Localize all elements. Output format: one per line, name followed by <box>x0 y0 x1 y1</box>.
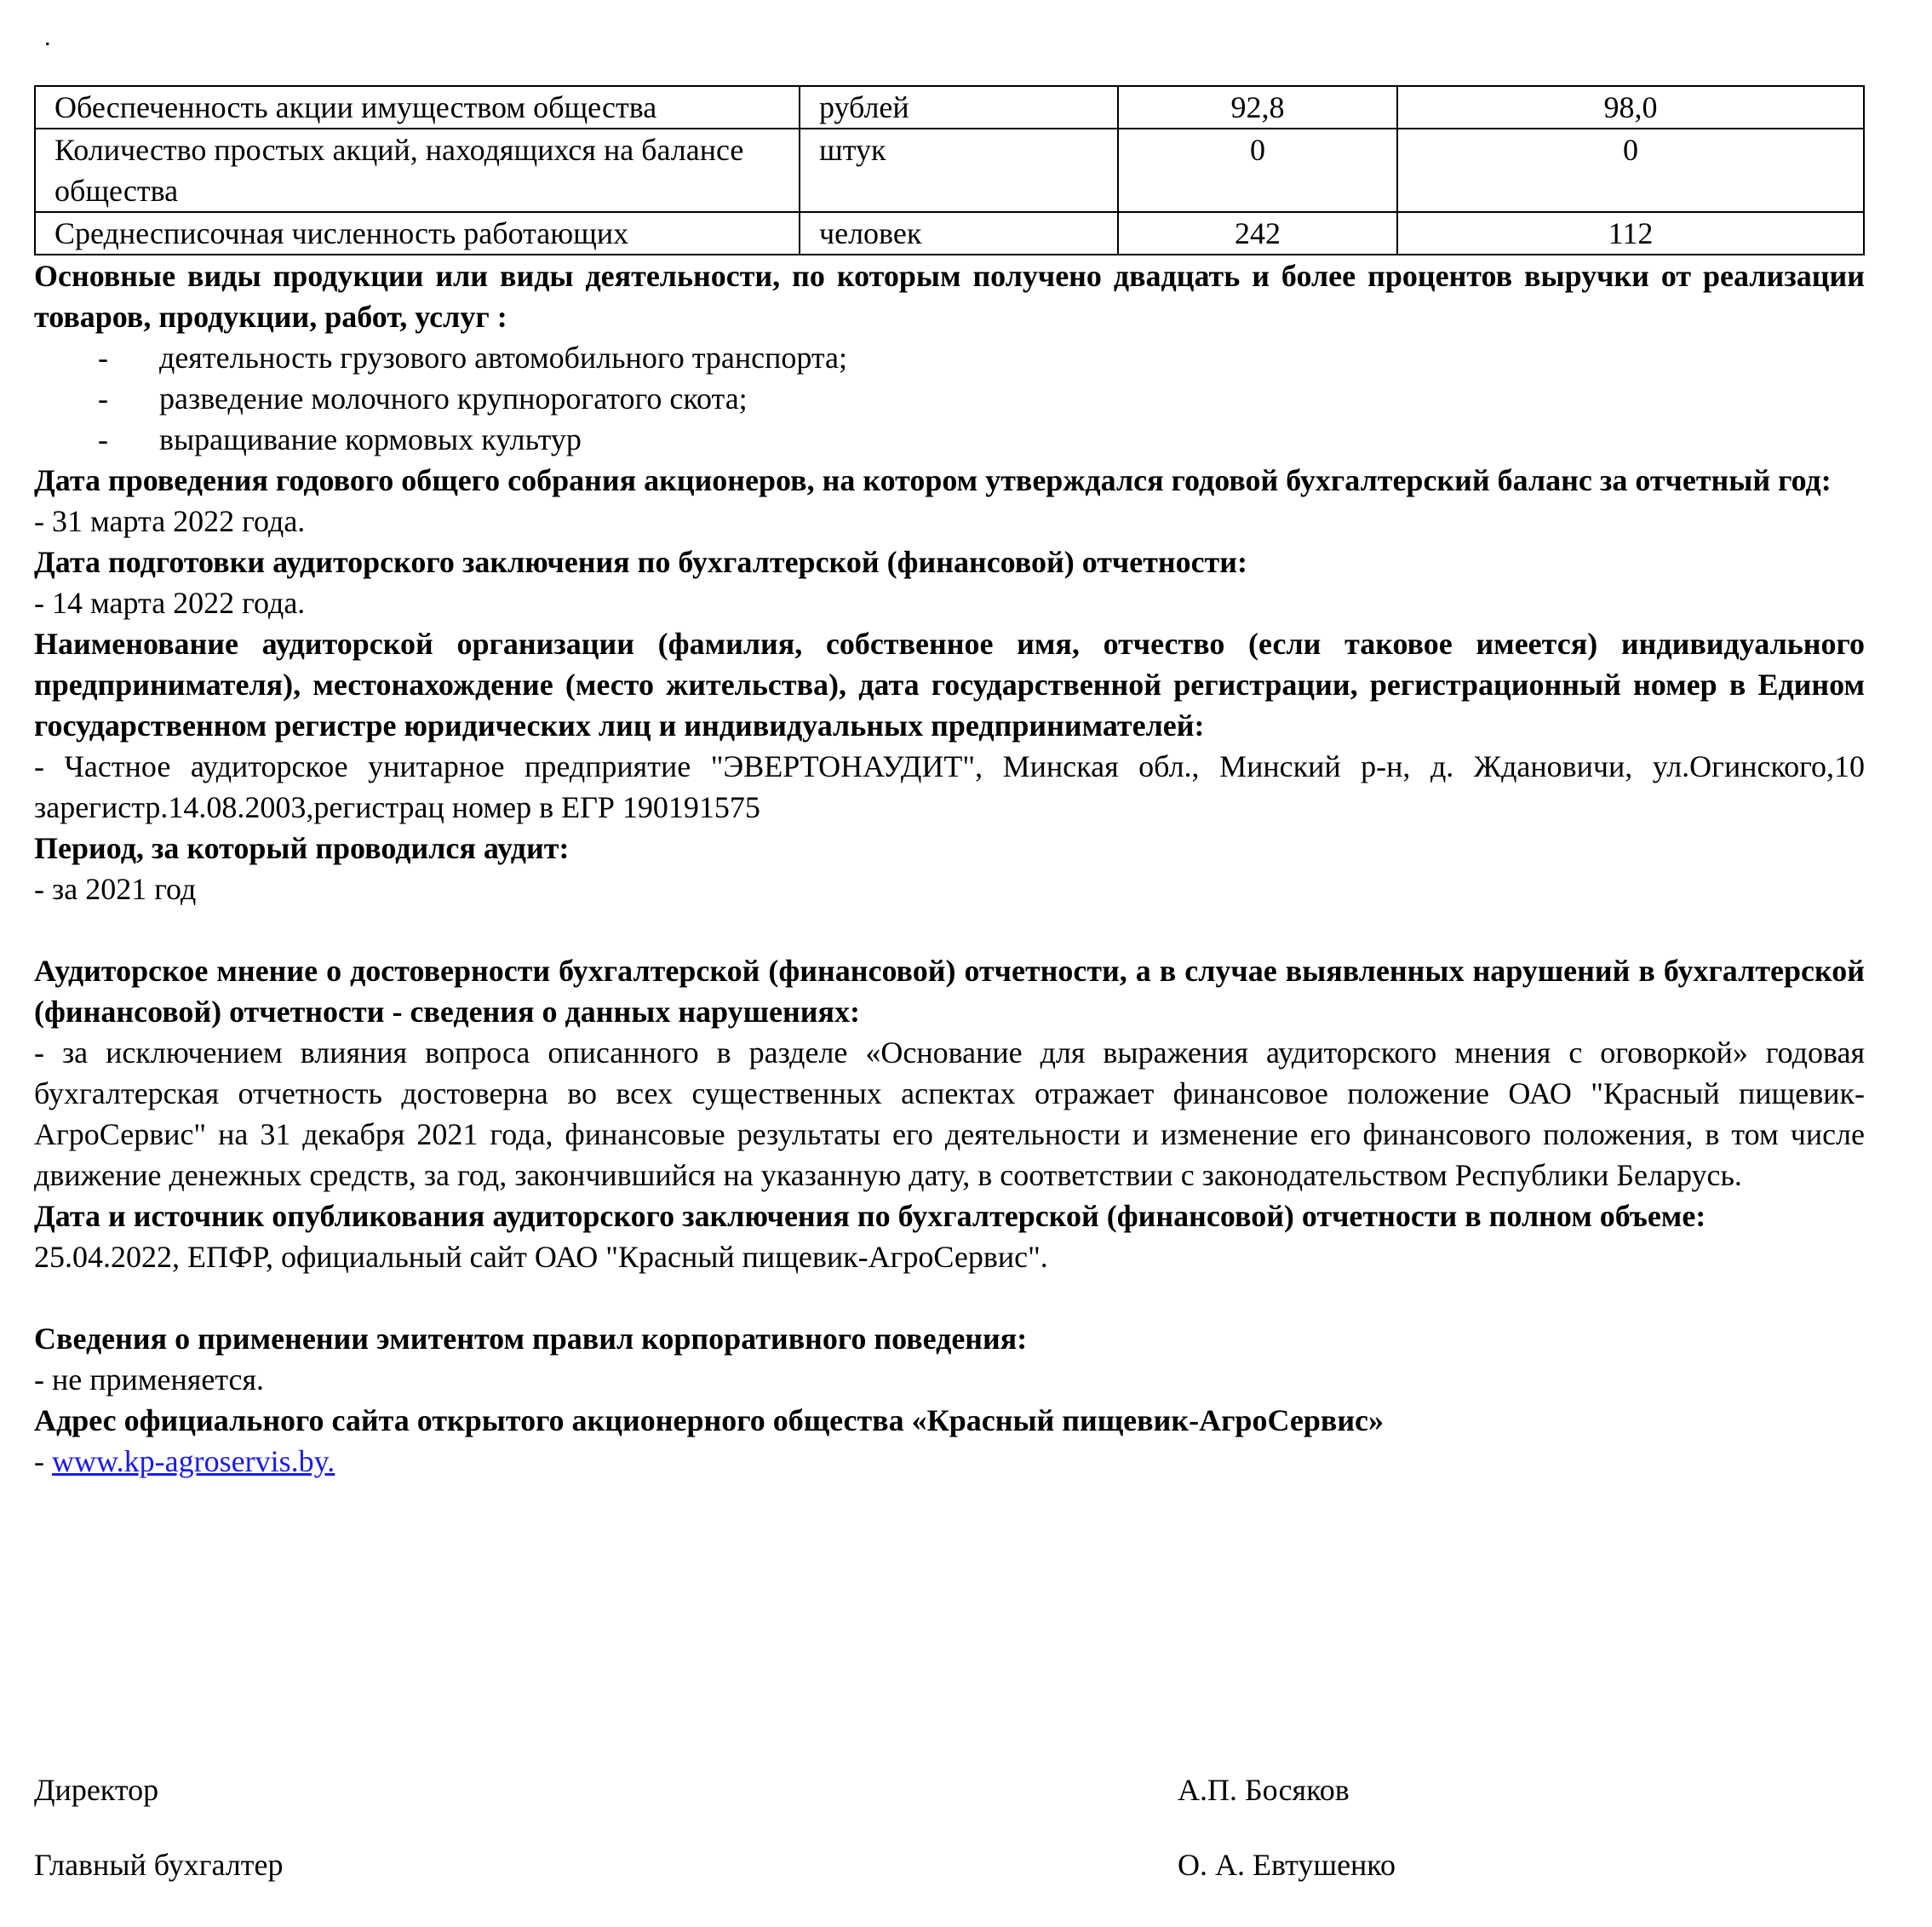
list-item <box>34 337 1865 378</box>
table-row <box>35 86 1864 129</box>
indicator-cell: Количество простых акций, находящихся на балансе общества <box>35 129 800 212</box>
activities-heading: Основные виды продукции или виды деятельности, по которым получено двадцать и более процентов выручки от реализации товаров, продукции, работ, услуг : <box>34 259 1865 334</box>
indicators-table <box>34 85 1865 255</box>
activity-text: деятельность грузового автомобильного транспорта; <box>159 341 848 375</box>
indicator-cell: Обеспеченность акции имуществом общества <box>35 86 800 129</box>
governance-value: - не применяется. <box>34 1362 265 1397</box>
website-prefix: - <box>34 1444 52 1478</box>
governance-heading: Сведения о применении эмитентом правил корпоративного поведения: <box>34 1322 1028 1356</box>
activities-list <box>34 337 1865 460</box>
activity-text: разведение молочного крупнорогатого скота; <box>159 381 748 416</box>
meeting-heading: Дата проведения годового общего собрания акционеров, на котором утверждался годовой бухгалтерский баланс за отчетный год: <box>34 463 1832 497</box>
signature-row-director <box>34 1769 1865 1810</box>
list-dash: - <box>98 381 108 416</box>
indicator-cell: Среднесписочная численность работающих <box>35 212 800 255</box>
website-line <box>34 1441 1865 1482</box>
signature-person: О. А. Евтушенко <box>1178 1848 1396 1882</box>
website-heading: Адрес официального сайта открытого акционерного общества «Красный пищевик-АгроСервис» <box>34 1403 1385 1437</box>
signature-role: Директор <box>34 1773 159 1807</box>
period-value: - за 2021 год <box>34 872 197 906</box>
top-mark: . <box>44 23 51 51</box>
period-heading: Период, за который проводился аудит: <box>34 831 570 865</box>
value-cell: 98,0 <box>1397 86 1864 129</box>
spacer <box>34 909 1865 950</box>
signature-row-accountant <box>34 1844 1865 1885</box>
table-row <box>35 212 1864 255</box>
value-cell: 0 <box>1397 129 1864 212</box>
website-link[interactable]: www.kp-agroservis.by. <box>52 1444 335 1478</box>
value-cell: 112 <box>1397 212 1864 255</box>
opinion-value: - за исключением влияния вопроса описанного в разделе «Основание для выражения аудиторского мнения с оговоркой» годовая бухгалтерская отчетность достоверна во всех существенных аспектах отражает финансовое положение ОАО "Красный пищевик-АгроСервис" на 31 декабря 2021 года, финансовые результаты его деятельности и изменение его финансового положения, в том числе движение денежных средств, за год, закончившийся на указанную дату, в соответствии с законодательством Республики Беларусь. <box>34 1035 1865 1192</box>
signature-role: Главный бухгалтер <box>34 1848 284 1882</box>
auditor-heading: Наименование аудиторской организации (фамилия, собственное имя, отчество (если таковое имеется) индивидуального предпринимателя), местонахождение (место жительства), дата государственной регистрации, регистрационный номер в Едином государственном регистре юридических лиц и индивидуальных предпринимателей: <box>34 627 1865 743</box>
audit-date-heading: Дата подготовки аудиторского заключения по бухгалтерской (финансовой) отчетности: <box>34 545 1248 579</box>
list-dash: - <box>98 422 108 456</box>
meeting-value: - 31 марта 2022 года. <box>34 504 306 538</box>
list-item <box>34 419 1865 460</box>
auditor-value: - Частное аудиторское унитарное предприятие "ЭВЕРТОНАУДИТ", Минская обл., Минский р-н, д. Ждановичи, ул.Огинского,10 зарегистр.14.08.2003,регистрац номер в ЕГР 190191575 <box>34 749 1865 824</box>
list-dash: - <box>98 341 108 375</box>
unit-cell: рублей <box>800 86 1118 129</box>
publication-value: 25.04.2022, ЕПФР, официальный сайт ОАО "Красный пищевик-АгроСервис". <box>34 1240 1048 1274</box>
signature-person: А.П. Босяков <box>1178 1773 1350 1807</box>
value-cell: 92,8 <box>1118 86 1397 129</box>
publication-heading: Дата и источник опубликования аудиторского заключения по бухгалтерской (финансовой) отчетности в полном объеме: <box>34 1199 1706 1233</box>
table-row <box>35 129 1864 212</box>
value-cell: 0 <box>1118 129 1397 212</box>
activity-text: выращивание кормовых культур <box>159 422 582 456</box>
opinion-heading: Аудиторское мнение о достоверности бухгалтерской (финансовой) отчетности, а в случае выявленных нарушений в бухгалтерской (финансовой) отчетности - сведения о данных нарушениях: <box>34 954 1865 1029</box>
list-item <box>34 378 1865 419</box>
spacer <box>34 1277 1865 1318</box>
document-page <box>34 17 1865 1482</box>
unit-cell: штук <box>800 129 1118 212</box>
audit-date-value: - 14 марта 2022 года. <box>34 586 306 620</box>
value-cell: 242 <box>1118 212 1397 255</box>
unit-cell: человек <box>800 212 1118 255</box>
